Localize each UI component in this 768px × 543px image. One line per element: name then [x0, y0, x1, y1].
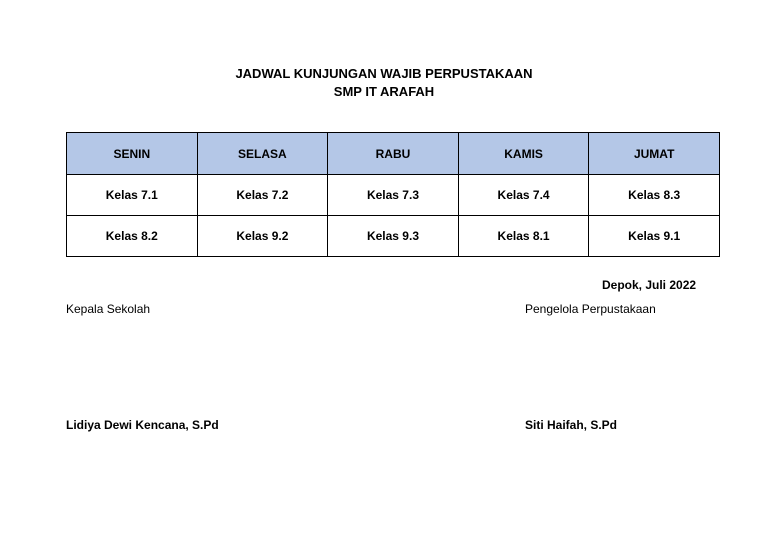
document-title: JADWAL KUNJUNGAN WAJIB PERPUSTAKAAN [235, 66, 533, 81]
school-name: SMP IT ARAFAH [333, 84, 435, 99]
table-row [67, 216, 720, 257]
table-cell: Kelas 9.2 [197, 216, 328, 257]
header-kamis: KAMIS [458, 133, 589, 175]
header-jumat: JUMAT [589, 133, 720, 175]
left-signatory-name: Lidiya Dewi Kencana, S.Pd [66, 418, 219, 432]
schedule-table [66, 132, 720, 257]
table-cell: Kelas 7.4 [458, 175, 589, 216]
table-cell: Kelas 8.2 [67, 216, 198, 257]
left-signatory-role: Kepala Sekolah [66, 302, 151, 316]
table-cell: Kelas 7.1 [67, 175, 198, 216]
right-signatory-name: Siti Haifah, S.Pd [525, 418, 618, 432]
table-cell: Kelas 9.3 [328, 216, 459, 257]
header-senin: SENIN [67, 133, 198, 175]
table-row [67, 175, 720, 216]
table-header-row [67, 133, 720, 175]
table-cell: Kelas 7.3 [328, 175, 459, 216]
table-cell: Kelas 9.1 [589, 216, 720, 257]
right-signatory-role: Pengelola Perpustakaan [525, 302, 656, 316]
header-selasa: SELASA [197, 133, 328, 175]
table-cell: Kelas 8.3 [589, 175, 720, 216]
table-cell: Kelas 8.1 [458, 216, 589, 257]
table-cell: Kelas 7.2 [197, 175, 328, 216]
header-rabu: RABU [328, 133, 459, 175]
place-date: Depok, Juli 2022 [602, 278, 697, 292]
